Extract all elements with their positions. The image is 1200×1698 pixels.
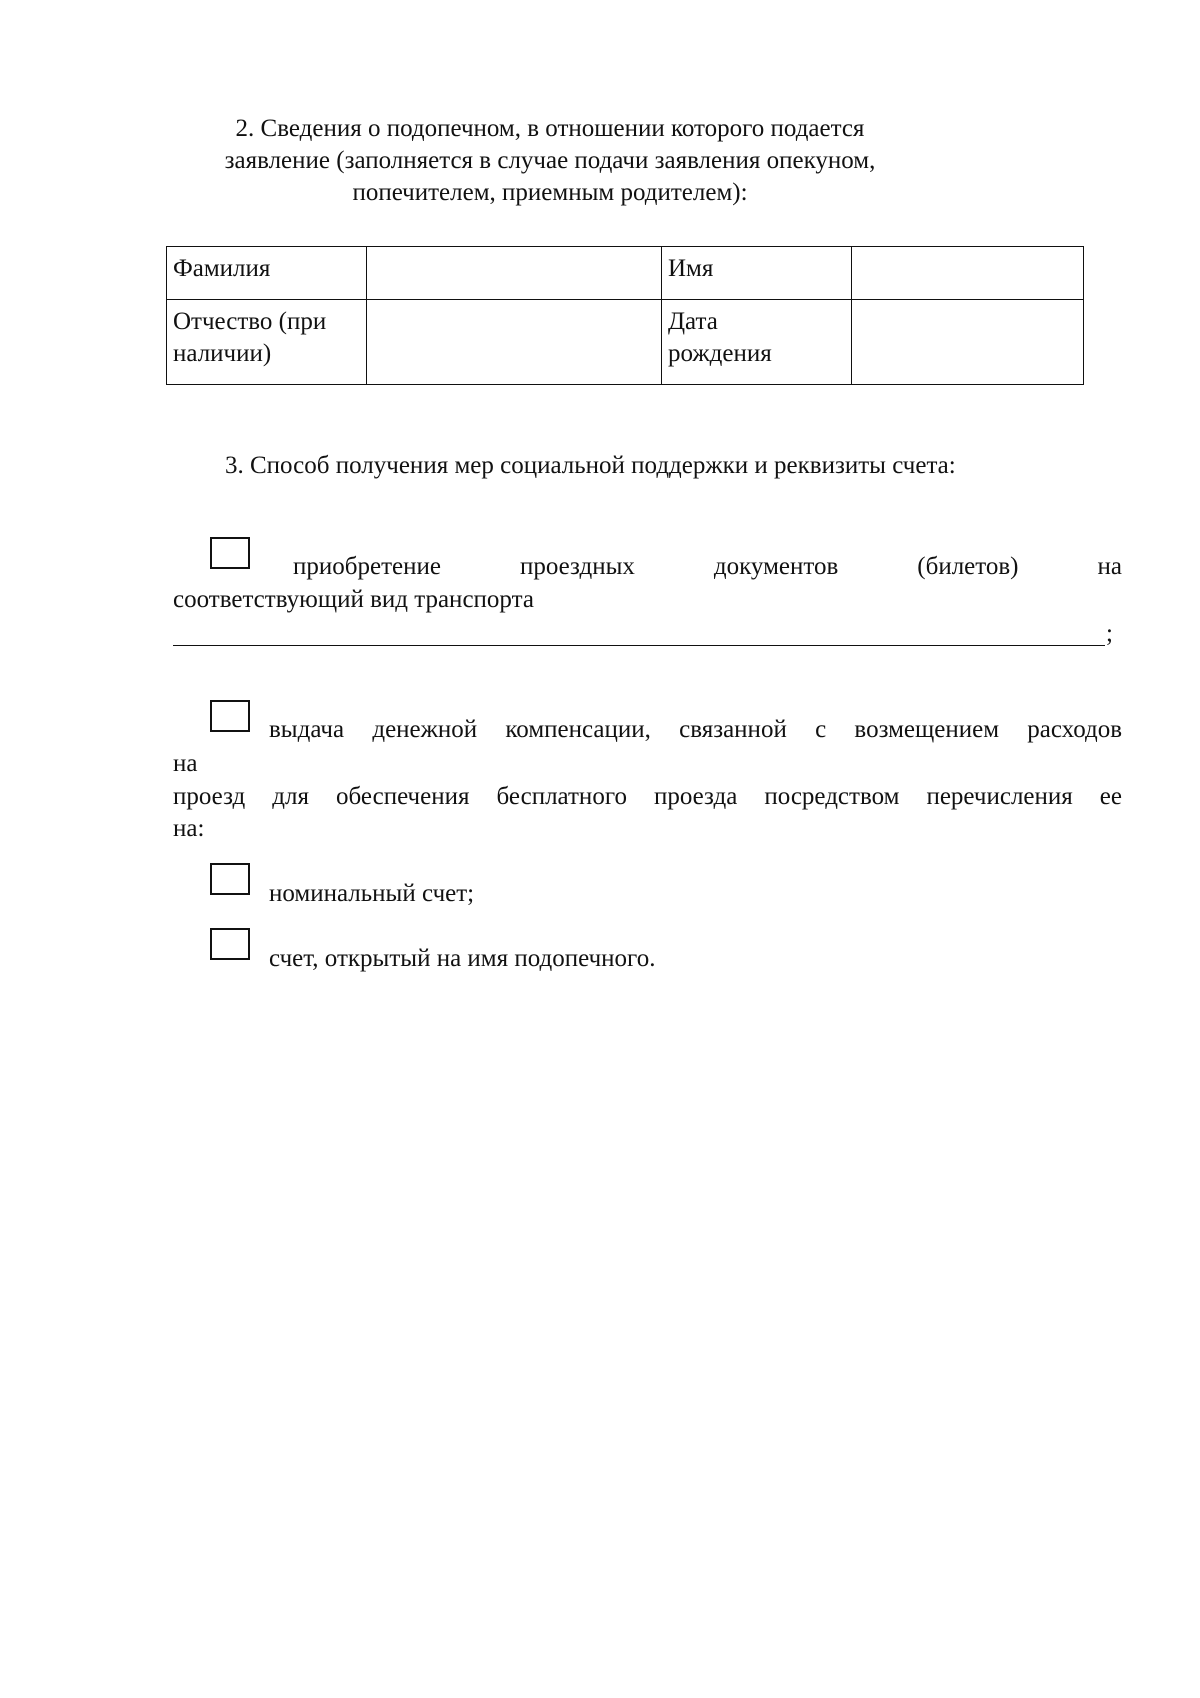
option-tickets-end: ; [1106,620,1113,647]
option-compensation-line-1: выдача денежной компенсации, связанной с возмещением расходов [269,716,1122,743]
option-compensation-line-4: на: [173,815,205,842]
birthdate-label-line-1: Дата [668,308,718,335]
ward-info-table [166,246,1084,385]
section-2-title-line-3: попечителем, приемным родителем): [352,179,748,206]
transport-type-field[interactable] [173,623,1105,646]
checkbox-compensation[interactable] [210,700,250,732]
section-2-title-line-2: заявление (заполняется в случае подачи заявления опекуном, [224,147,876,174]
option-compensation-line-2: на [173,750,198,777]
birthdate-label [662,300,852,385]
name-field[interactable] [852,247,1084,300]
birthdate-field[interactable] [852,300,1084,385]
table-row [167,300,1084,385]
checkbox-ward-account[interactable] [210,928,250,960]
option-tickets-line-2: соответствующий вид транспорта [173,586,534,613]
surname-field[interactable] [367,247,662,300]
patronymic-label-line-1: Отчество (при [173,308,327,335]
checkbox-tickets[interactable] [210,537,250,569]
option-tickets-line-1: приобретение проездных документов (билетов) на [293,553,1122,580]
checkbox-nominal-account[interactable] [210,863,250,895]
patronymic-label [167,300,367,385]
option-ward-account-label: счет, открытый на имя подопечного. [269,945,656,972]
section-2-title [200,113,900,209]
option-nominal-account-label: номинальный счет; [269,880,475,907]
table-row [167,247,1084,300]
name-label: Имя [662,247,852,300]
birthdate-label-line-2: рождения [668,340,772,367]
patronymic-label-line-2: наличии) [173,340,272,367]
patronymic-field[interactable] [367,300,662,385]
section-3-title: 3. Способ получения мер социальной поддержки и реквизиты счета: [225,452,956,479]
surname-label: Фамилия [167,247,367,300]
option-compensation-line-3: проезд для обеспечения бесплатного проезда посредством перечисления ее [173,783,1122,810]
section-2-title-line-1: 2. Сведения о подопечном, в отношении которого подается [235,115,865,142]
